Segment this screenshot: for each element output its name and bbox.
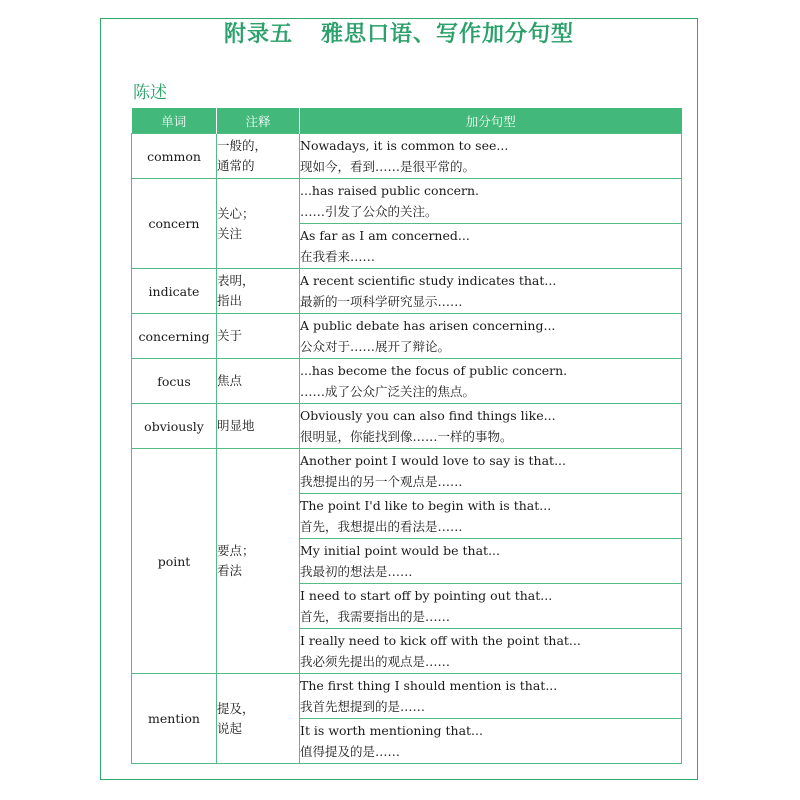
note-cell: [217, 179, 300, 269]
table-row: [132, 134, 682, 179]
sentence-chinese: 我最初的想法是……: [300, 564, 413, 579]
sentence-english: Obviously you can also find things like...: [300, 408, 556, 423]
note-line: 表明，: [217, 273, 255, 288]
note-line: 关于: [217, 328, 243, 343]
note-line: 一般的，: [217, 138, 268, 153]
note-cell: [217, 449, 300, 674]
page-title: [100, 18, 698, 50]
table-row: [132, 179, 682, 224]
note-cell: [217, 134, 300, 179]
sentence-english: A public debate has arisen concerning...: [300, 318, 556, 333]
table-row: [132, 404, 682, 449]
sentence-cell: [300, 494, 682, 539]
sentence-cell: [300, 584, 682, 629]
sentence-cell: [300, 404, 682, 449]
sentence-cell: [300, 674, 682, 719]
section-heading: 陈述: [133, 83, 167, 103]
note-line: 关心；: [217, 205, 255, 221]
vocabulary-table: [131, 108, 682, 764]
word-cell: indicate: [132, 269, 217, 314]
sentence-chinese: 很明显，你能找到像……一样的事物。: [300, 429, 513, 444]
table-header-row: [132, 108, 682, 134]
note-cell: [217, 674, 300, 764]
table-body: [132, 134, 682, 764]
sentence-english: The point I'd like to begin with is that...: [300, 498, 552, 513]
header-sentence: 加分句型: [300, 108, 682, 134]
sentence-english: The first thing I should mention is that...: [300, 678, 558, 693]
sentence-english: ...has become the focus of public concern.: [300, 363, 568, 378]
header-note: 注释: [217, 108, 300, 134]
sentence-chinese: ……成了公众广泛关注的焦点。: [300, 384, 476, 399]
sentence-cell: [300, 719, 682, 764]
sentence-english: I really need to kick off with the point that...: [300, 633, 581, 648]
note-cell: [217, 314, 300, 359]
sentence-chinese: 公众对于……展开了辩论。: [300, 339, 451, 354]
sentence-cell: [300, 359, 682, 404]
sentence-chinese: 最新的一项科学研究显示……: [300, 294, 463, 309]
sentence-chinese: 在我看来……: [300, 249, 376, 264]
sentence-cell: [300, 179, 682, 224]
word-cell: concerning: [132, 314, 217, 359]
table-row: [132, 674, 682, 719]
header-word: 单词: [132, 108, 217, 134]
note-cell: [217, 404, 300, 449]
sentence-english: As far as I am concerned...: [300, 228, 470, 243]
note-line: 看法: [217, 563, 243, 578]
note-line: 关注: [217, 225, 243, 241]
appendix-subtitle: 雅思口语、写作加分句型: [321, 21, 575, 47]
table-row: [132, 269, 682, 314]
sentence-english: Nowadays, it is common to see...: [300, 138, 509, 153]
sentence-cell: [300, 314, 682, 359]
sentence-chinese: 我首先想提到的是……: [300, 699, 426, 714]
word-cell: mention: [132, 674, 217, 764]
word-cell: point: [132, 449, 217, 674]
sentence-english: ...has raised public concern.: [300, 183, 480, 198]
note-cell: [217, 359, 300, 404]
sentence-cell: [300, 449, 682, 494]
note-line: 提及，: [217, 700, 255, 716]
sentence-english: It is worth mentioning that...: [300, 723, 483, 738]
table-row: [132, 359, 682, 404]
sentence-cell: [300, 224, 682, 269]
note-line: 通常的: [217, 158, 255, 173]
word-cell: obviously: [132, 404, 217, 449]
sentence-english: A recent scientific study indicates that...: [300, 273, 557, 288]
sentence-english: Another point I would love to say is that...: [300, 453, 566, 468]
sentence-cell: [300, 269, 682, 314]
appendix-label: 附录五: [223, 21, 293, 47]
sentence-chinese: 我必须先提出的观点是……: [300, 654, 451, 669]
word-cell: common: [132, 134, 217, 179]
sentence-cell: [300, 629, 682, 674]
sentence-english: My initial point would be that...: [300, 543, 500, 558]
note-line: 要点；: [217, 543, 255, 558]
sentence-chinese: 首先，我需要指出的是……: [300, 609, 451, 624]
sentence-chinese: 首先，我想提出的看法是……: [300, 519, 463, 534]
sentence-cell: [300, 134, 682, 179]
table-row: [132, 314, 682, 359]
sentence-chinese: 我想提出的另一个观点是……: [300, 474, 463, 489]
sentence-chinese: ……引发了公众的关注。: [300, 204, 438, 219]
table-row: [132, 449, 682, 494]
word-cell: concern: [132, 179, 217, 269]
note-line: 说起: [217, 720, 243, 736]
sentence-chinese: 值得提及的是……: [300, 744, 401, 759]
note-line: 焦点: [217, 373, 243, 388]
note-cell: [217, 269, 300, 314]
word-cell: focus: [132, 359, 217, 404]
sentence-english: I need to start off by pointing out that...: [300, 588, 553, 603]
note-line: 明显地: [217, 418, 255, 433]
sentence-cell: [300, 539, 682, 584]
note-line: 指出: [217, 293, 243, 308]
sentence-chinese: 现如今，看到……是很平常的。: [300, 159, 476, 174]
